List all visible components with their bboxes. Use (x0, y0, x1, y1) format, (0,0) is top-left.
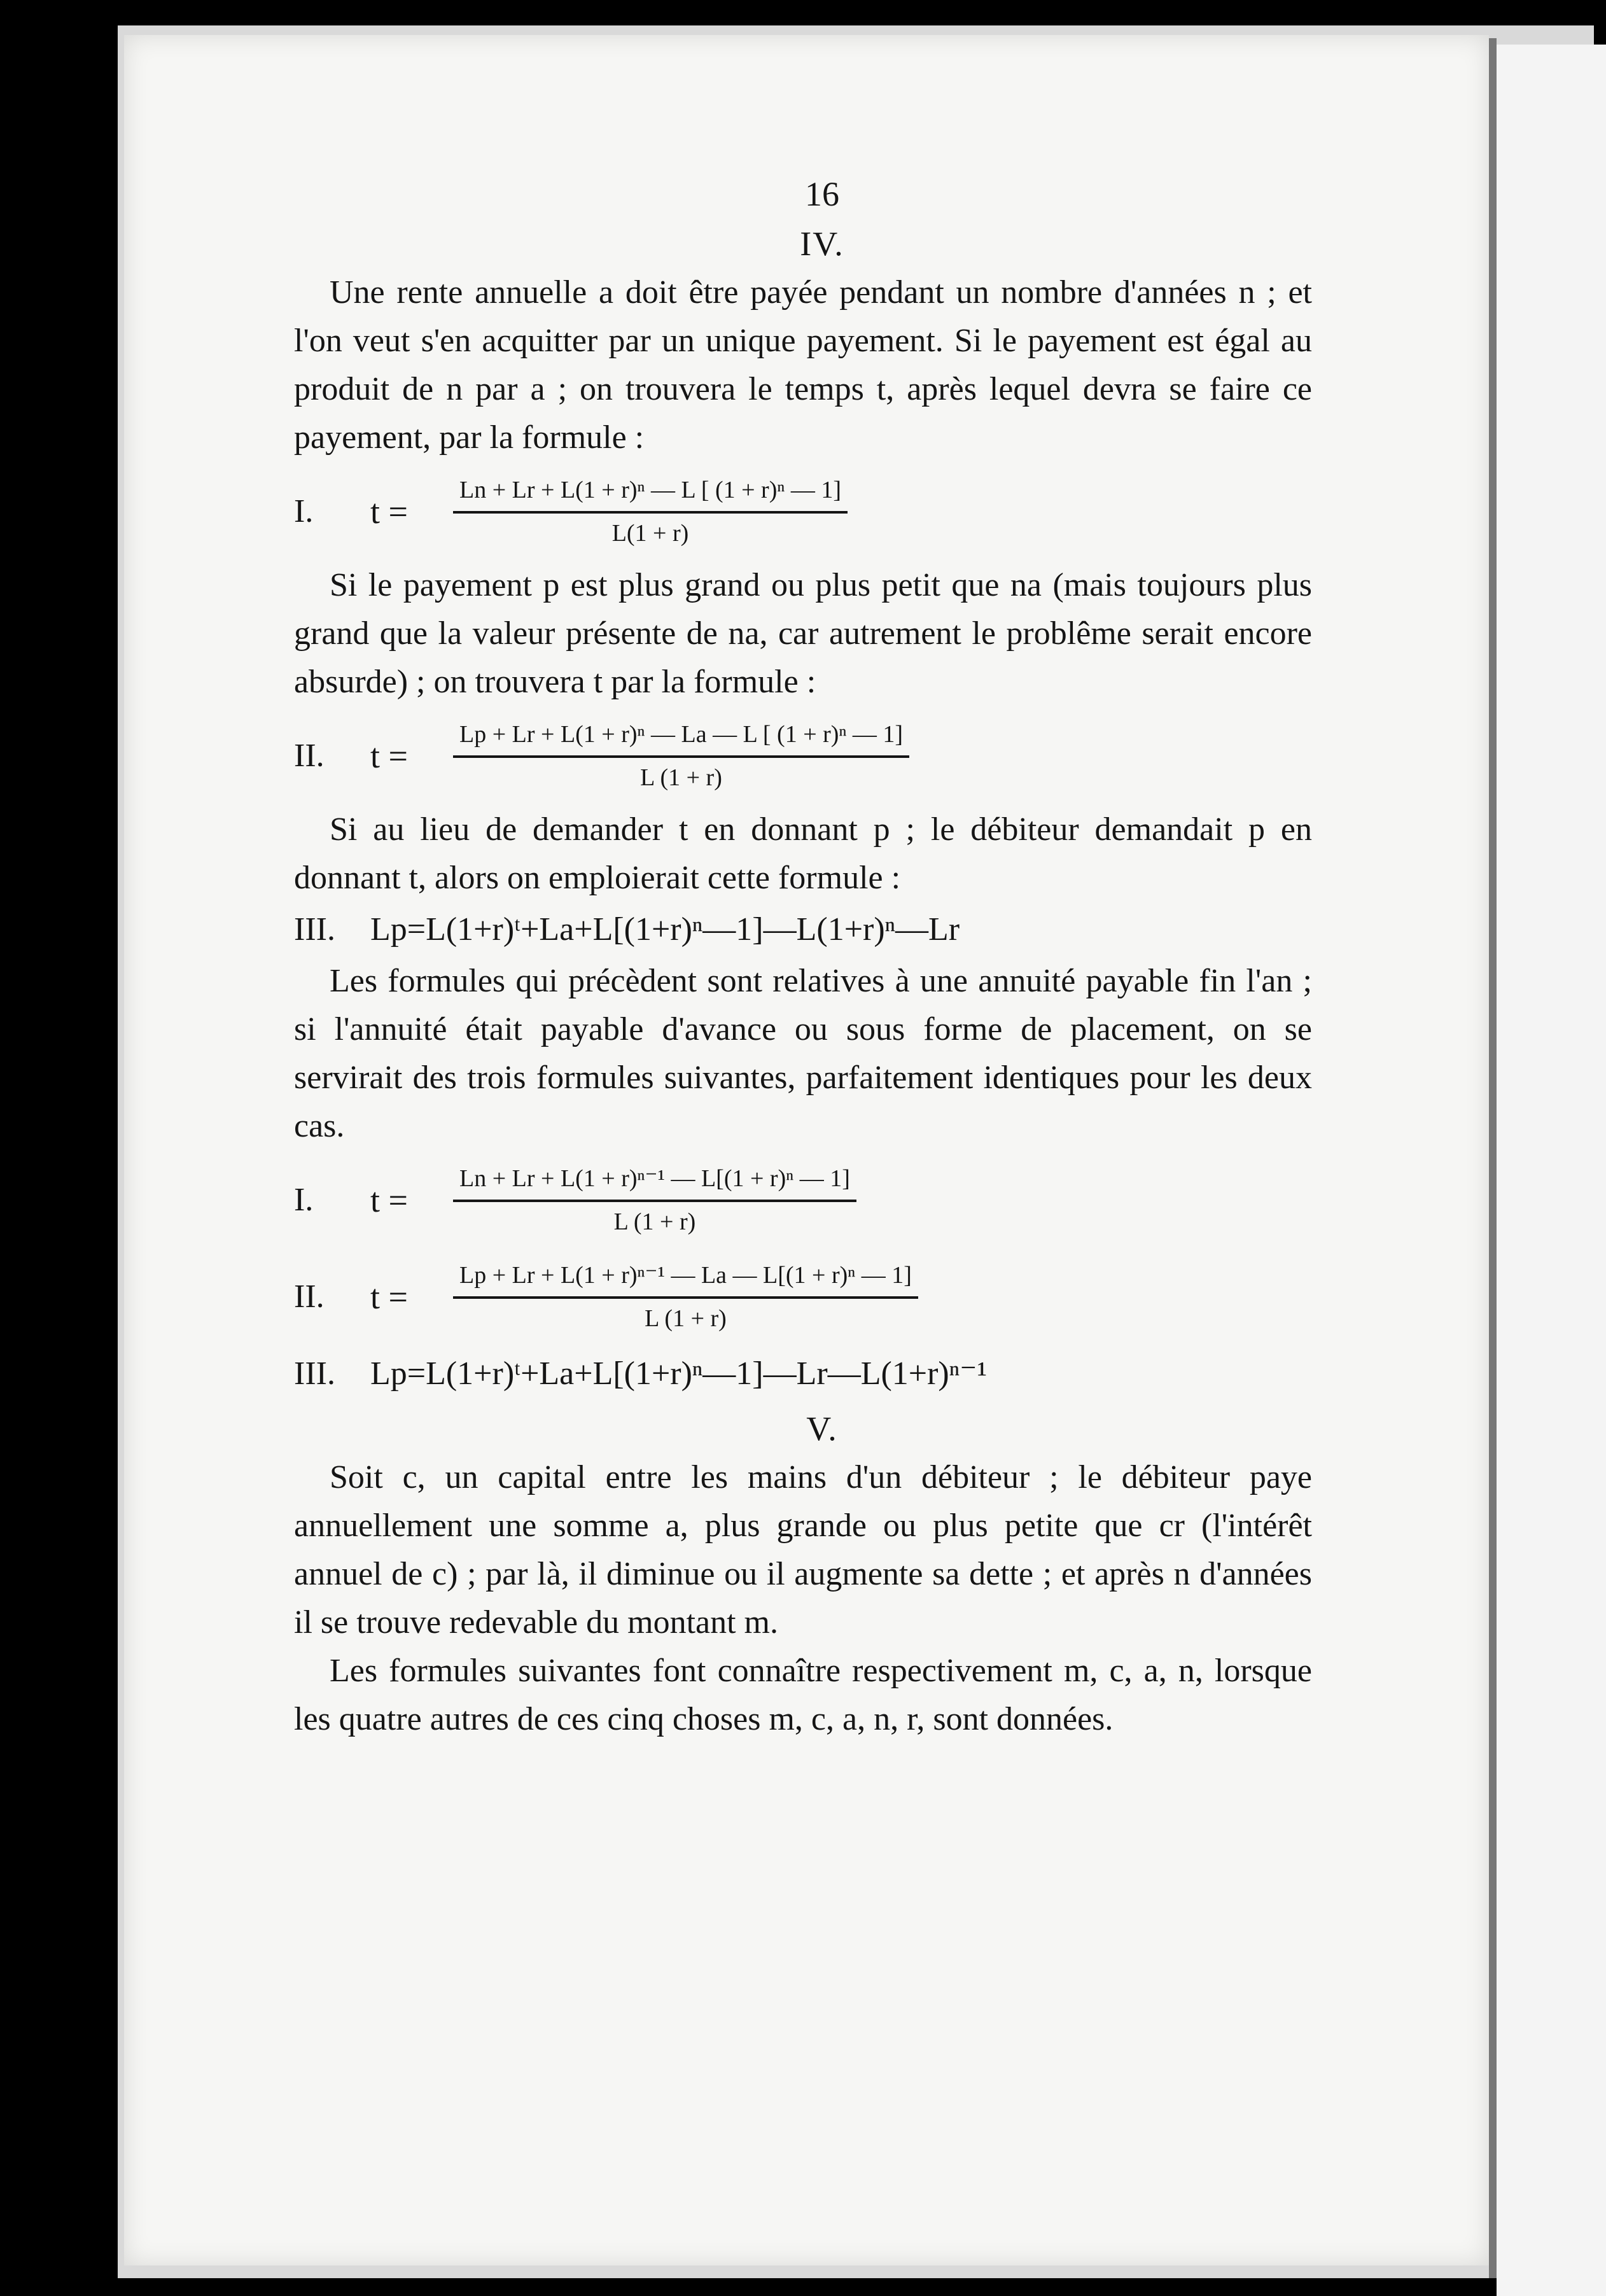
numerator: Ln + Lr + L(1 + r)ⁿ — L [ (1 + r)ⁿ — 1] (453, 473, 848, 514)
page-content (294, 172, 1312, 1744)
formula-text: Lp=L(1+r)ᵗ+La+L[(1+r)ⁿ—1]—L(1+r)ⁿ—Lr (370, 911, 960, 948)
formula-label: III. (294, 911, 335, 948)
paragraph: Si au lieu de demander t en donnant p ; le débiteur demandait p en donnant t, alors on emploierait cette formule : (294, 811, 1312, 896)
formula-lhs: t = (370, 493, 408, 531)
denominator: L (1 + r) (640, 764, 722, 791)
denominator: L (1 + r) (613, 1208, 696, 1235)
paragraph: Si le payement p est plus grand ou plus petit que na (mais toujours plus grand que la valeur présente de na, car autrement le problême serait encore absurde) ; on trouvera t par la formule : (294, 567, 1312, 700)
formula-iii (294, 902, 1312, 957)
formula-lhs: t = (370, 737, 408, 775)
section-heading-iv: IV. (800, 225, 844, 263)
formula-ii-advance (294, 1250, 1312, 1344)
formula-text: Lp=L(1+r)ᵗ+La+L[(1+r)ⁿ—1]—Lr—L(1+r)ⁿ⁻¹ (370, 1355, 988, 1392)
section-heading-v: V. (806, 1410, 838, 1448)
paragraph: Une rente annuelle a doit être payée pendant un nombre d'années n ; et l'on veut s'en acquitter par un unique payement. Si le payement est égal au produit de n par a ; on trouvera le temps t, après lequel devra se faire ce payement, par la formule : (294, 274, 1312, 456)
page-number: 16 (805, 175, 839, 213)
fraction (453, 1258, 918, 1336)
paragraph: Soit c, un capital entre les mains d'un débiteur ; le débiteur paye annuellement une somme a, plus grande ou plus petite que cr (l'intérêt annuel de c) ; par là, il diminue ou il augmente sa dette ; et après n d'années il se trouve redevable du montant m. (294, 1459, 1312, 1641)
formula-lhs: t = (370, 1278, 408, 1316)
formula-lhs: t = (370, 1181, 408, 1219)
book-spine (1489, 38, 1497, 2278)
paragraph: Les formules suivantes font connaître respectivement m, c, a, n, lorsque les quatre autres de ces cinq choses m, c, a, n, r, sont données. (294, 1653, 1312, 1737)
numerator: Lp + Lr + L(1 + r)ⁿ — La — L [ (1 + r)ⁿ — 1] (453, 717, 909, 758)
formula-ii (294, 709, 1312, 803)
formula-label: I. (294, 493, 314, 529)
denominator: L (1 + r) (645, 1305, 727, 1332)
fraction (453, 1161, 856, 1239)
formula-label: II. (294, 738, 325, 774)
denominator: L(1 + r) (611, 520, 689, 547)
formula-i (294, 465, 1312, 559)
formula-iii-advance (294, 1347, 1312, 1401)
fraction (453, 717, 909, 795)
formula-label: I. (294, 1182, 314, 1218)
paragraph: Les formules qui précèdent sont relatives à une annuité payable fin l'an ; si l'annuité était payable d'avance ou sous forme de placement, on se servirait des trois formules suivantes, parfaitement identiques pour les deux cas. (294, 963, 1312, 1144)
fraction (453, 473, 848, 550)
formula-label: II. (294, 1278, 325, 1315)
numerator: Ln + Lr + L(1 + r)ⁿ⁻¹ — L[(1 + r)ⁿ — 1] (453, 1161, 856, 1202)
formula-label: III. (294, 1355, 335, 1392)
numerator: Lp + Lr + L(1 + r)ⁿ⁻¹ — La — L[(1 + r)ⁿ — 1] (453, 1258, 918, 1299)
facing-page-edge (1497, 45, 1606, 2296)
formula-i-advance (294, 1153, 1312, 1247)
